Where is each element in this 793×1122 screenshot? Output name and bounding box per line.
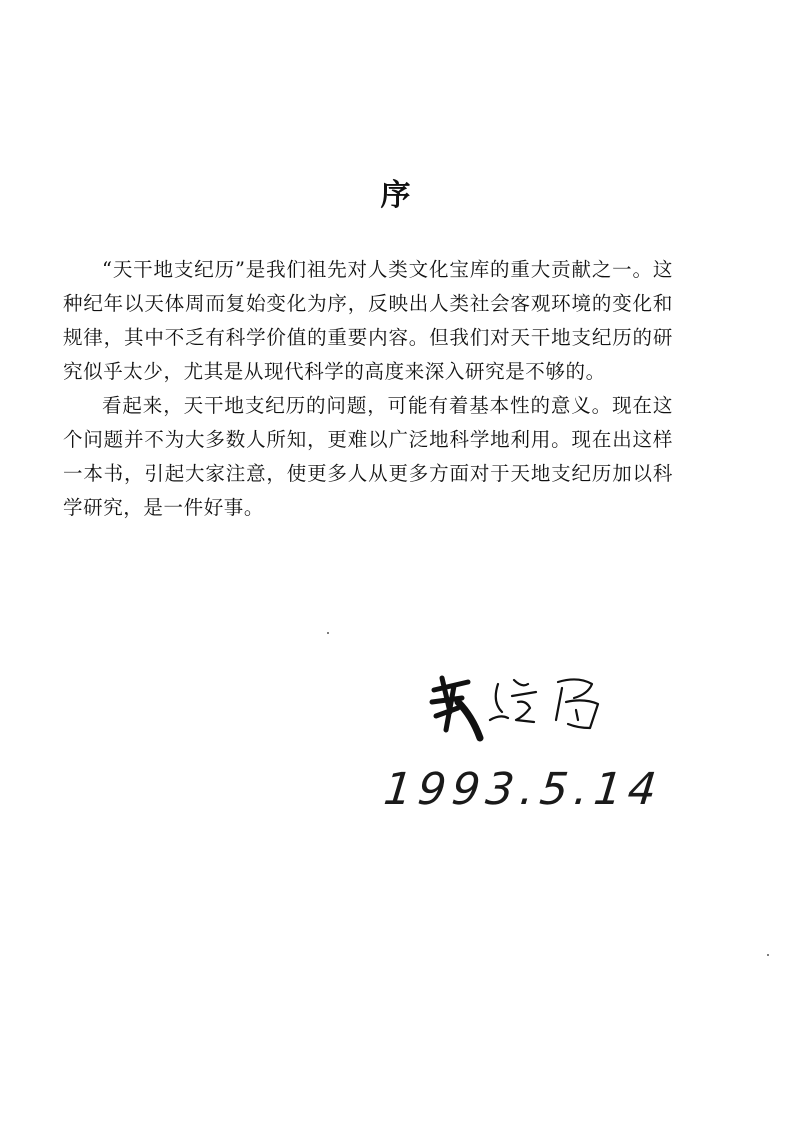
scan-speck bbox=[327, 632, 329, 634]
handwritten-signature bbox=[428, 672, 608, 742]
preface-body bbox=[63, 253, 673, 525]
scan-speck bbox=[767, 954, 769, 956]
paragraph-1: “天干地支纪历”是我们祖先对人类文化宝库的重大贡献之一。这种纪年以天体周而复始变化为序，反映出人类社会客观环境的变化和规律，其中不乏有科学价值的重要内容。但我们对天干地支纪历的研究似乎太少，尤其是从现代科学的高度来深入研究是不够的。 bbox=[63, 258, 673, 383]
page-title: 序 bbox=[380, 178, 413, 213]
signature-date: 1993.5.14 bbox=[381, 764, 665, 815]
paragraph-2: 看起来，天干地支纪历的问题，可能有着基本性的意义。现在这个问题并不为大多数人所知，更难以广泛地科学地利用。现在出这样一本书，引起大家注意，使更多人从更多方面对于天地支纪历加以科学研究，是一件好事。 bbox=[63, 394, 673, 519]
